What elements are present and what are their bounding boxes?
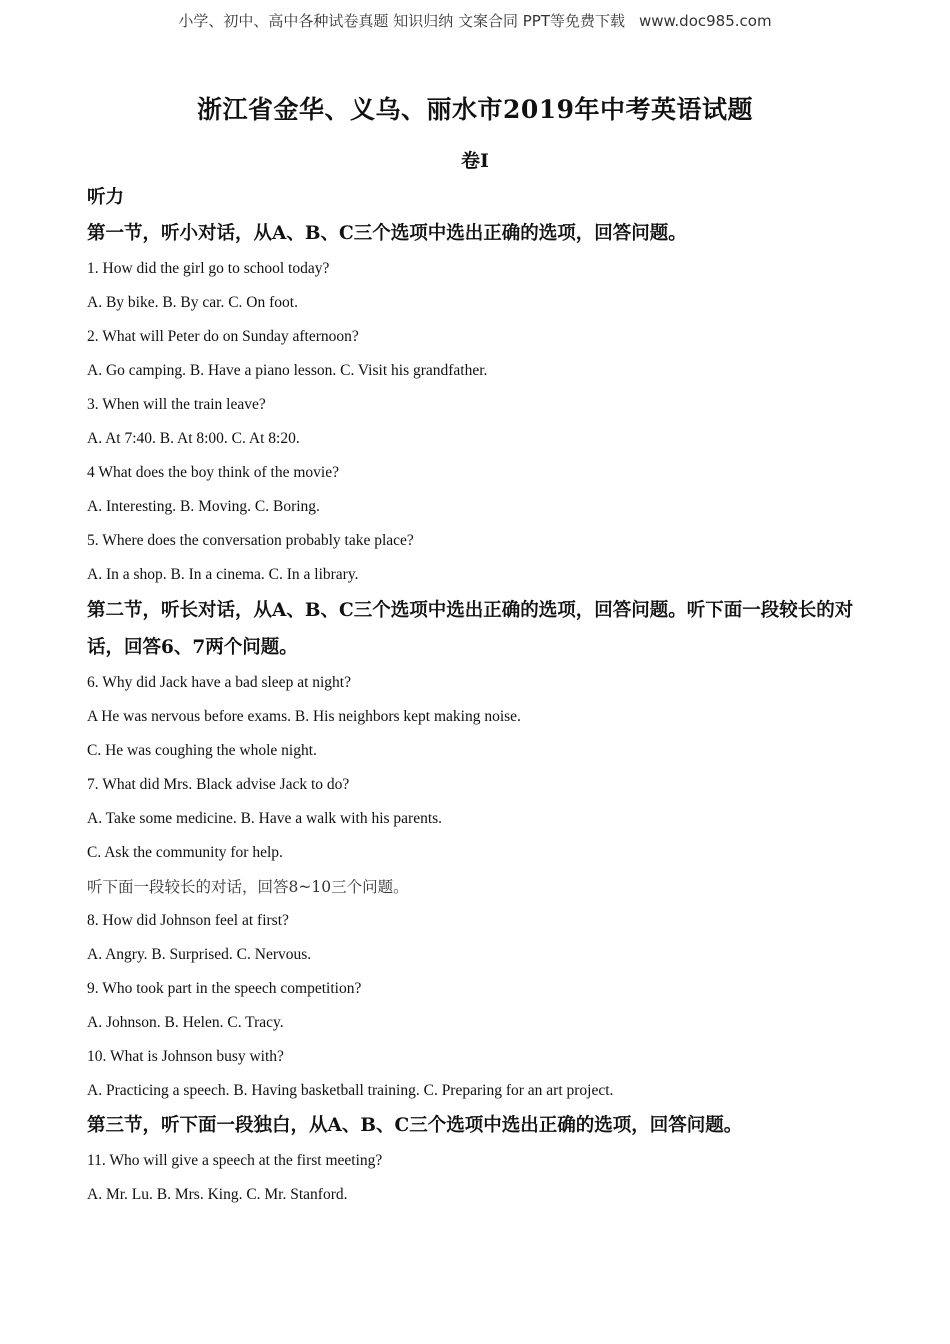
question-8: 8. How did Johnson feel at first? — [87, 912, 289, 929]
options-3: A. At 7:40. B. At 8:00. C. At 8:20. — [87, 430, 300, 447]
options-2: A. Go camping. B. Have a piano lesson. C. Visit his grandfather. — [87, 362, 488, 379]
question-5: 5. Where does the conversation probably take place? — [87, 532, 414, 549]
part2-heading: 第二节，听长对话，从A、B、C三个选项中选出正确的选项，回答问题。听下面一段较长的对话，回答6、7两个问题。 — [87, 600, 854, 658]
question-11: 11. Who will give a speech at the first meeting? — [87, 1152, 383, 1169]
options-8: A. Angry. B. Surprised. C. Nervous. — [87, 946, 312, 963]
options-4: A. Interesting. B. Moving. C. Boring. — [87, 498, 320, 515]
header-site-link[interactable]: www.doc985.com — [638, 12, 772, 30]
options-6-ab: A He was nervous before exams. B. His neighbors kept making noise. — [87, 708, 521, 725]
question-7: 7. What did Mrs. Black advise Jack to do? — [87, 776, 350, 793]
part1-heading: 第一节，听小对话，从A、B、C三个选项中选出正确的选项，回答问题。 — [87, 223, 687, 244]
options-11: A. Mr. Lu. B. Mrs. King. C. Mr. Stanford. — [87, 1186, 348, 1203]
page-title: 浙江省金华、义乌、丽水市2019年中考英语试题 — [196, 95, 754, 124]
volume-label: 卷Ⅰ — [461, 150, 489, 172]
question-6: 6. Why did Jack have a bad sleep at night? — [87, 674, 351, 691]
options-9: A. Johnson. B. Helen. C. Tracy. — [87, 1014, 284, 1031]
question-3: 3. When will the train leave? — [87, 396, 266, 413]
part3-heading: 第三节，听下面一段独白，从A、B、C三个选项中选出正确的选项，回答问题。 — [87, 1115, 743, 1136]
question-1: 1. How did the girl go to school today? — [87, 260, 330, 277]
options-6-c: C. He was coughing the whole night. — [87, 742, 317, 759]
question-4: 4 What does the boy think of the movie? — [87, 464, 339, 481]
options-7-ab: A. Take some medicine. B. Have a walk with his parents. — [87, 810, 443, 827]
options-7-c: C. Ask the community for help. — [87, 844, 283, 861]
exam-content — [87, 180, 867, 1212]
options-1: A. By bike. B. By car. C. On foot. — [87, 294, 298, 311]
section-label: 听力 — [87, 187, 125, 208]
question-2: 2. What will Peter do on Sunday afternoon? — [87, 328, 359, 345]
question-9: 9. Who took part in the speech competition? — [87, 980, 362, 997]
header-text: 小学、初中、高中各种试卷真题 知识归纳 文案合同 PPT等免费下载 — [178, 12, 625, 30]
options-10: A. Practicing a speech. B. Having basketball training. C. Preparing for an art project. — [87, 1082, 614, 1099]
page-header — [0, 10, 950, 31]
part2-note: 听下面一段较长的对话，回答8~10三个问题。 — [87, 878, 409, 896]
options-5: A. In a shop. B. In a cinema. C. In a library. — [87, 566, 359, 583]
question-10: 10. What is Johnson busy with? — [87, 1048, 284, 1065]
